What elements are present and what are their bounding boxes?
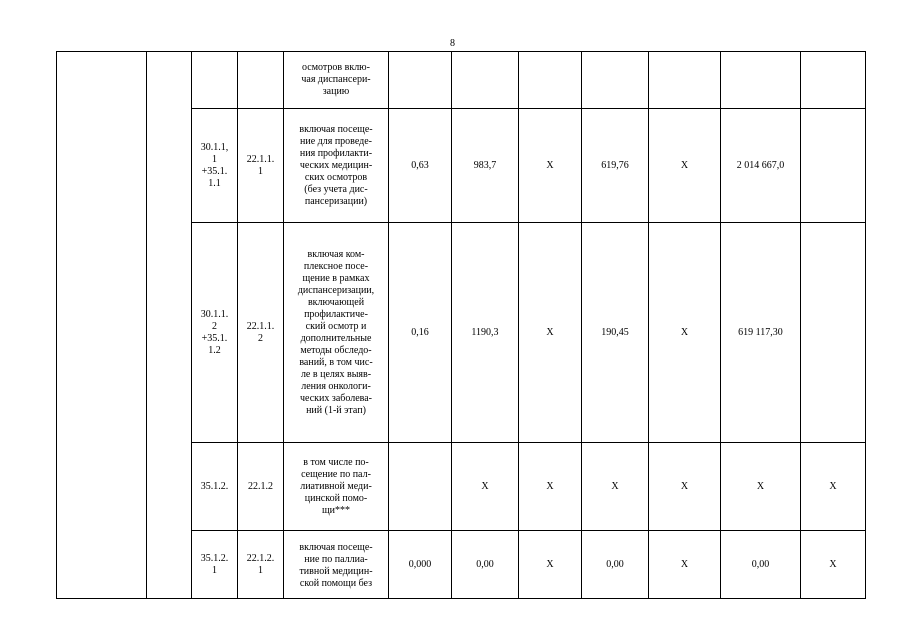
value-cell: 983,7 [452,109,519,223]
code-a-cell [192,52,238,109]
table-row [57,52,866,109]
description-cell: включая ком- плексное посе- щение в рамках диспансеризации, включающей профилактиче- ский осмотр и дополнительные методы обследо- ваний, в том чис- ле в целях выяв- ления онкологи- ческих заболева- ний (1-й этап) [284,223,389,443]
value-cell: X [801,531,866,599]
value-cell: X [519,223,582,443]
value-cell [801,223,866,443]
value-cell: 1190,3 [452,223,519,443]
value-cell: 0,00 [582,531,649,599]
description-cell: включая посеще- ние по паллиа- тивной медицин- ской помощи без [284,531,389,599]
value-cell: 0,00 [721,531,801,599]
value-cell: 2 014 667,0 [721,109,801,223]
value-cell: 0,63 [389,109,452,223]
value-cell: X [582,443,649,531]
value-cell [721,52,801,109]
page-number: 8 [450,38,455,49]
value-cell: X [721,443,801,531]
value-cell [389,443,452,531]
value-cell: 0,16 [389,223,452,443]
value-cell: X [519,531,582,599]
merged-cell-col1 [57,52,147,599]
value-cell: X [649,443,721,531]
code-b-cell: 22.1.1. 1 [238,109,284,223]
value-cell [582,52,649,109]
value-cell: X [519,443,582,531]
value-cell: X [649,109,721,223]
medical-care-table [56,51,866,599]
merged-cell-col2 [147,52,192,599]
code-a-cell: 35.1.2. [192,443,238,531]
value-cell: X [519,109,582,223]
value-cell [389,52,452,109]
value-cell [801,52,866,109]
code-a-cell: 35.1.2. 1 [192,531,238,599]
value-cell: 619 117,30 [721,223,801,443]
code-a-cell: 30.1.1. 2 +35.1. 1.2 [192,223,238,443]
value-cell: X [649,223,721,443]
value-cell: X [452,443,519,531]
value-cell: 0,000 [389,531,452,599]
code-b-cell [238,52,284,109]
value-cell: X [801,443,866,531]
value-cell [452,52,519,109]
description-cell: осмотров вклю- чая диспансери- зацию [284,52,389,109]
description-cell: включая посеще- ние для проведе- ния профилакти- ческих медицин- ских осмотров (без учета дис- пансеризации) [284,109,389,223]
value-cell [649,52,721,109]
description-cell: в том числе по- сещение по пал- лиативной меди- цинской помо- щи*** [284,443,389,531]
code-b-cell: 22.1.2 [238,443,284,531]
value-cell: 619,76 [582,109,649,223]
code-b-cell: 22.1.2. 1 [238,531,284,599]
code-b-cell: 22.1.1. 2 [238,223,284,443]
value-cell [519,52,582,109]
value-cell: 0,00 [452,531,519,599]
value-cell [801,109,866,223]
value-cell: X [649,531,721,599]
value-cell: 190,45 [582,223,649,443]
code-a-cell: 30.1.1, 1 +35.1. 1.1 [192,109,238,223]
